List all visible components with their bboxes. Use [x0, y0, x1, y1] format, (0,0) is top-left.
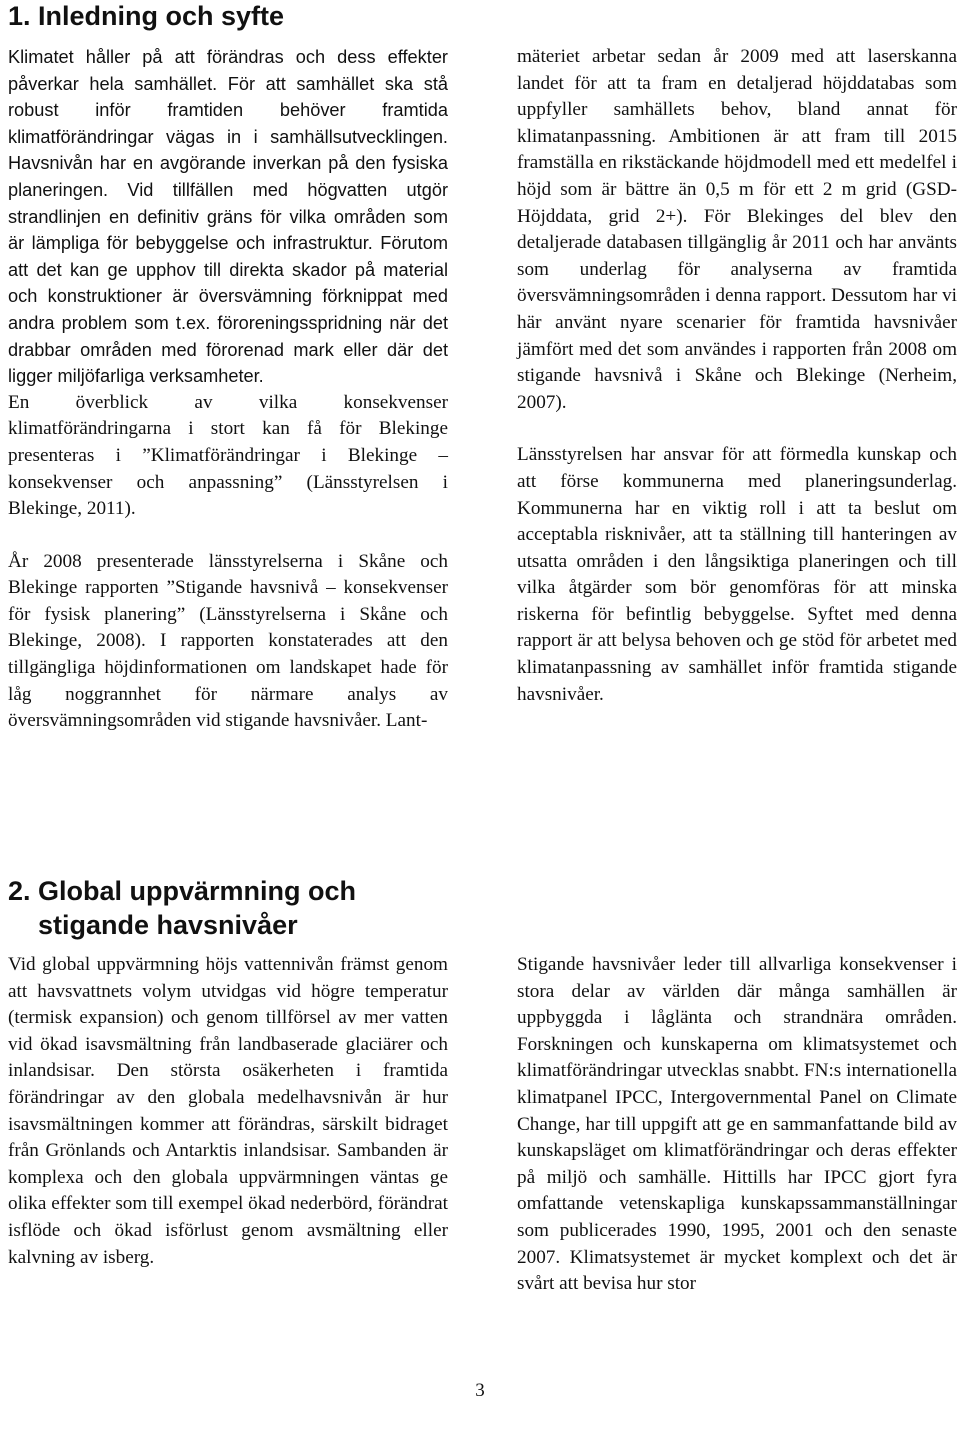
section-1-intro-paragraph: Klimatet håller på att förändras och dess effekter påverkar hela samhället. För att samhället ska stå robust inför framtiden behöver framtida klimatförändringar vägas in i samhällsutvecklingen. Havsnivån har en avgörande inverkan på den fysiska planeringen. Vid tillfällen med högvatten utgör strandlinjen en definitiv gräns för vilka områden som är lämpliga för bebyggelse och infrastruktur. Förutom att det kan ge upphov till direkta skador på material och konstruktioner är översvämning förknippat med andra problem som t.ex. föroreningsspridning när det drabbar områden med förorenad mark eller där det ligger miljöfarliga verksamheter.: [8, 47, 448, 387]
section-2-heading-line-2: stigande havsnivåer: [38, 910, 298, 940]
section-2-heading: [38, 874, 356, 942]
section-1-column-right: [517, 44, 957, 708]
section-2-heading-line-1: Global uppvärmning och: [38, 876, 357, 906]
section-2-warming-paragraph: Vid global uppvärmning höjs vattennivån främst genom att havsvattnets volym utvidgas vid högre temperatur (termisk expansion) och genom tillförsel av mer vatten vid ökad isavsmältning från landbaserade glaciärer och inlandsisar. Den största osäkerheten i framtida förändringar av den globala medelhavsnivån är hur isavsmältningen kommer att förändras, särskilt bidraget från Grönlands och Antarktis inlandsisar. Sambanden är komplexa och den globala uppvärmningen väntas ge olika effekter som till exempel ökad nederbörd, förändrat isflöde och ökad isförlust genom avsmältning eller kalvning av isberg.: [8, 954, 448, 1268]
section-1-overview-paragraph: En överblick av vilka konsekvenser klimatförändringarna i stort kan få för Blekinge presenteras i ”Klimatförändringar i Blekinge – konsekvenser och anpassning” (Länsstyrelsen i Blekinge, 2011).: [8, 391, 448, 520]
section-1-report-paragraph: År 2008 presenterade länsstyrelserna i Skåne och Blekinge rapporten ”Stigande havsnivå – konsekvenser för fysisk planering” (Länsstyrelserna i Skåne och Blekinge, 2008). I rapporten konstaterades att den tillgängliga höjdinformationen om landskapet hade för låg noggrannhet för närmare analys av översvämningsområden vid stigande havsnivåer. Lant-: [8, 550, 448, 732]
page-number: 3: [475, 1380, 485, 1401]
section-2-ipcc-paragraph: Stigande havsnivåer leder till allvarliga konsekvenser i stora delar av världen där många samhällen är uppbyggda i låglänta och strandnära områden. Forskningen och kunskaperna om klimatsystemet och klimatförändringar utvecklas snabbt. FN:s internationella klimatpanel IPCC, Intergovernmental Panel on Climate Change, har till uppgift att ge en sammanfattande bild av kunskapsläget om klimatförändringar och deras effekter på miljö och samhälle. Hittills har IPCC gjort fyra omfattande vetenskapliga kunskapssammanställningar som publicerades 1990, 1995, 2001 och den senaste 2007. Klimatsystemet är mycket komplext och det är svårt att bevisa hur stor: [517, 954, 957, 1295]
section-1-heading: 1. Inledning och syfte: [8, 1, 285, 31]
section-2-column-right: [517, 952, 957, 1298]
section-1-column-left: [8, 44, 448, 735]
section-2-number: 2.: [8, 876, 31, 906]
section-1-lantmateriet-paragraph: mäteriet arbetar sedan år 2009 med att laserskanna landet för att ta fram en detaljerad höjddatabas som uppfyller samhällets behov, bland annat för klimatanpassning. Ambitionen är att fram till 2015 framställa en rikstäckande höjdmodell med ett medelfel i höjd som är bättre än 0,5 m för ett 2 m grid (GSD-Höjddata, grid 2+). För Blekinges del blev den detaljerade databasen tillgänglig år 2011 och har använts som underlag för analyserna av framtida översvämningsområden i denna rapport. Dessutom har vi här använt nyare scenarier för framtida havsnivåer jämfört med det som användes i rapporten från 2008 om stigande havsnivå i Skåne och Blekinge (Nerheim, 2007).: [517, 46, 957, 413]
section-1-purpose-paragraph: Länsstyrelsen har ansvar för att förmedla kunskap och att förse kommunerna med planeringsunderlag. Kommunerna har en viktig roll i att ta beslut om acceptabla risknivåer, att ta ställning till hanteringen av utsatta områden i den långsiktiga planeringen och till vilka åtgärder som bör genomföras för att minska riskerna för befintlig bebyggelse. Syftet med denna rapport är att belysa behoven och ge stöd för arbetet med klimatanpassning av samhället inför framtida stigande havsnivåer.: [517, 444, 957, 705]
section-2-column-left: [8, 952, 448, 1271]
